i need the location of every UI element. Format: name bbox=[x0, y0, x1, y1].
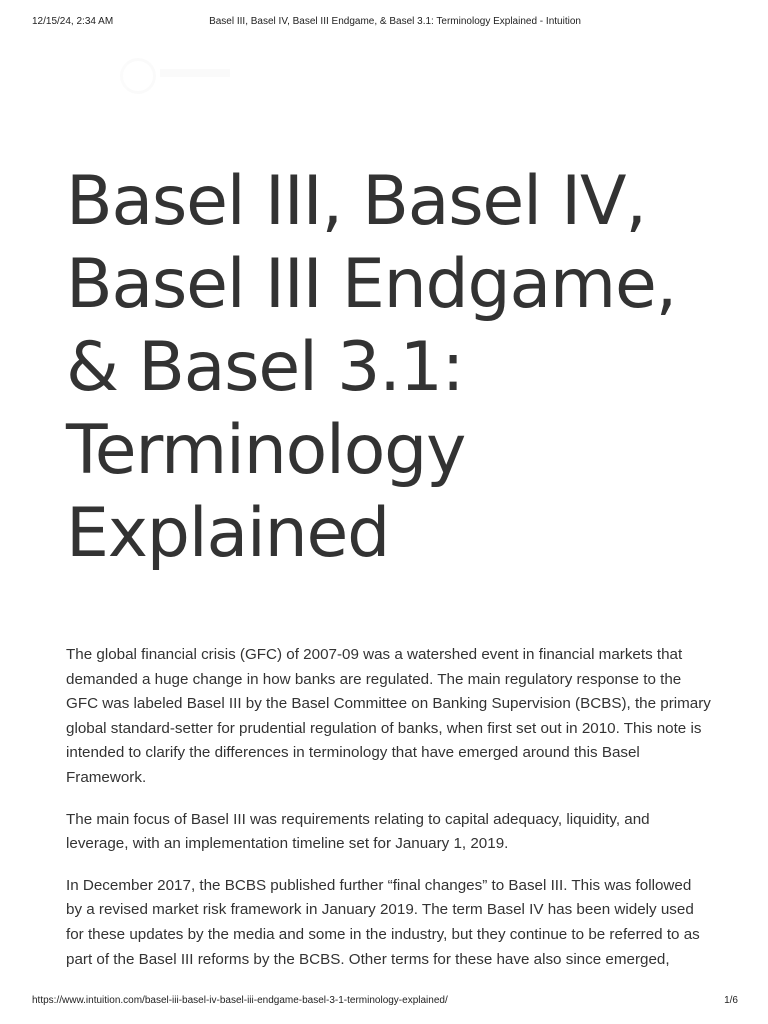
page-title-line: Basel III, Basel IV, bbox=[66, 162, 646, 241]
article-body bbox=[66, 643, 711, 972]
page-title bbox=[66, 160, 711, 575]
page-title-line: & Basel 3.1: bbox=[66, 328, 464, 407]
logo-wordmark-shape bbox=[160, 69, 230, 77]
print-footer bbox=[32, 995, 738, 1009]
article-paragraph: The global financial crisis (GFC) of 2007-09 was a watershed event in financial markets that demanded a huge change in how banks are regulated. The main regulatory response to the GFC was labeled Basel III by the Basel Committee on Banking Supervision (BCBS), the primary global standard-setter for prudential regulation of banks, when first set out in 2010. This note is intended to clarify the differences in terminology that have emerged around this Basel Framework. bbox=[66, 646, 711, 786]
print-datetime: 12/15/24, 2:34 AM bbox=[32, 16, 114, 27]
print-header bbox=[32, 16, 738, 32]
article-paragraph: In December 2017, the BCBS published further “final changes” to Basel III. This was followed by a revised market risk framework in January 2019. The term Basel IV has been widely used for these updates by the media and some in the industry, but they continue to be referred to as part of the Basel III reforms by the BCBS. Other terms for these have also since emerged, bbox=[66, 876, 700, 968]
print-document-title: Basel III, Basel IV, Basel III Endgame, & Basel 3.1: Terminology Explained - Intuition bbox=[209, 16, 581, 27]
page-url: https://www.intuition.com/basel-iii-basel-iv-basel-iii-endgame-basel-3-1-terminology-explained/ bbox=[32, 995, 448, 1006]
page-title-line: Terminology bbox=[66, 411, 466, 490]
article-paragraph: The main focus of Basel III was requirements relating to capital adequacy, liquidity, and leverage, with an implementation timeline set for January 1, 2019. bbox=[66, 810, 650, 853]
page-number: 1/6 bbox=[724, 995, 738, 1006]
page-title-line: Explained bbox=[66, 494, 390, 573]
intuition-logo-icon bbox=[110, 56, 240, 92]
logo-circle bbox=[120, 58, 156, 94]
page-title-line: Basel III Endgame, bbox=[66, 245, 677, 324]
article bbox=[66, 160, 711, 989]
